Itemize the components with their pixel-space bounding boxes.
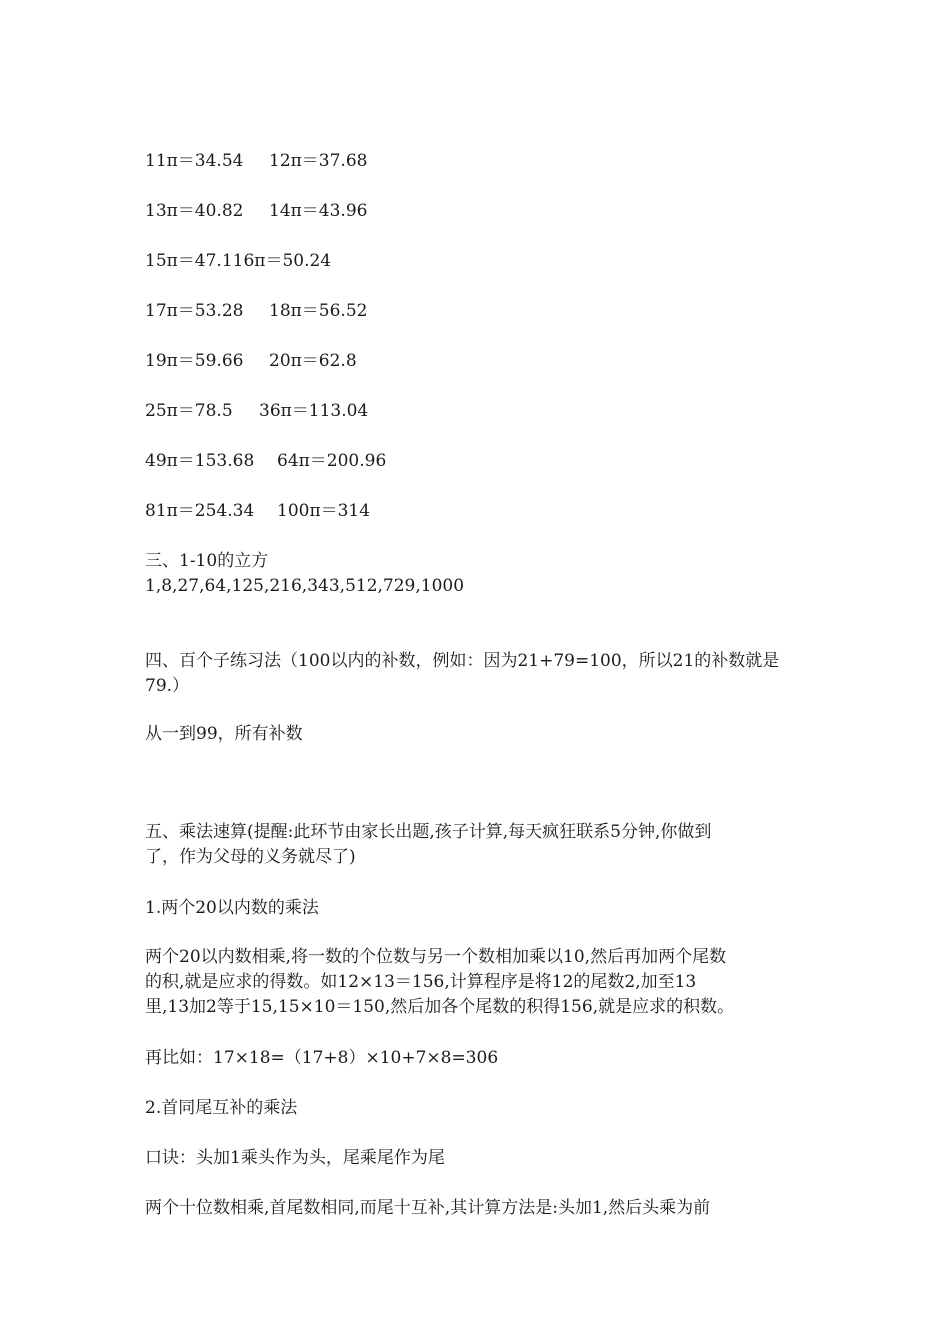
pi-value: 36π＝113.04 (259, 401, 369, 421)
pi-value: 12π＝37.68 (269, 151, 368, 171)
pi-row-3 (145, 249, 331, 273)
pi-row-7 (145, 449, 386, 473)
pi-row-4 (145, 299, 367, 323)
section4-body: 从一到99，所有补数 (145, 724, 303, 744)
section3-values: 1,8,27,64,125,216,343,512,729,1000 (145, 576, 465, 596)
pi-row-2 (145, 199, 367, 223)
subsection1-paragraph-line3: 里,13加2等于15,15×10＝150,然后加各个尾数的积得156,就是应求的积数。 (145, 997, 735, 1017)
section3-heading: 三、1-10的立方 (145, 551, 269, 571)
pi-value: 19π＝59.66 (145, 351, 244, 371)
subsection1-title: 1.两个20以内数的乘法 (145, 898, 319, 918)
section4-heading-line1: 四、百个子练习法（100以内的补数，例如：因为21+79=100，所以21的补数就是 (145, 651, 780, 671)
subsection1-paragraph-line2: 的积,就是应求的得数。如12×13＝156,计算程序是将12的尾数2,加至13 (145, 972, 697, 992)
section5-heading-line1: 五、乘法速算(提醒:此环节由家长出题,孩子计算,每天疯狂联系5分钟,你做到 (145, 822, 712, 842)
pi-value: 49π＝153.68 (145, 451, 255, 471)
pi-value: 25π＝78.5 (145, 401, 233, 421)
pi-value: 64π＝200.96 (277, 451, 387, 471)
subsection2-rhyme: 口诀：头加1乘头作为头，尾乘尾作为尾 (145, 1148, 445, 1168)
subsection2-paragraph-line1: 两个十位数相乘,首尾数相同,而尾十互补,其计算方法是:头加1,然后头乘为前 (145, 1198, 711, 1218)
section4-heading-line2: 79.） (145, 676, 190, 696)
pi-value: 17π＝53.28 (145, 301, 244, 321)
subsection2-title: 2.首同尾互补的乘法 (145, 1098, 298, 1118)
pi-value: 13π＝40.82 (145, 201, 244, 221)
pi-value: 81π＝254.34 (145, 501, 255, 521)
pi-value: 16π＝50.24 (232, 251, 332, 271)
section5-heading-line2: 了，作为父母的义务就尽了) (145, 847, 356, 867)
subsection1-paragraph-line1: 两个20以内数相乘,将一数的个位数与另一个数相加乘以10,然后再加两个尾数 (145, 947, 727, 967)
pi-value: 20π＝62.8 (269, 351, 357, 371)
pi-value: 18π＝56.52 (269, 301, 368, 321)
pi-value: 11π＝34.54 (145, 151, 244, 171)
pi-row-6 (145, 399, 368, 423)
pi-row-5 (145, 349, 357, 373)
pi-row-1 (145, 149, 367, 173)
pi-value: 14π＝43.96 (269, 201, 368, 221)
subsection1-example: 再比如：17×18=（17+8）×10+7×8=306 (145, 1048, 499, 1068)
pi-value: 100π＝314 (277, 501, 371, 521)
pi-value: 15π＝47.1 (145, 251, 233, 271)
pi-row-8 (145, 499, 370, 523)
